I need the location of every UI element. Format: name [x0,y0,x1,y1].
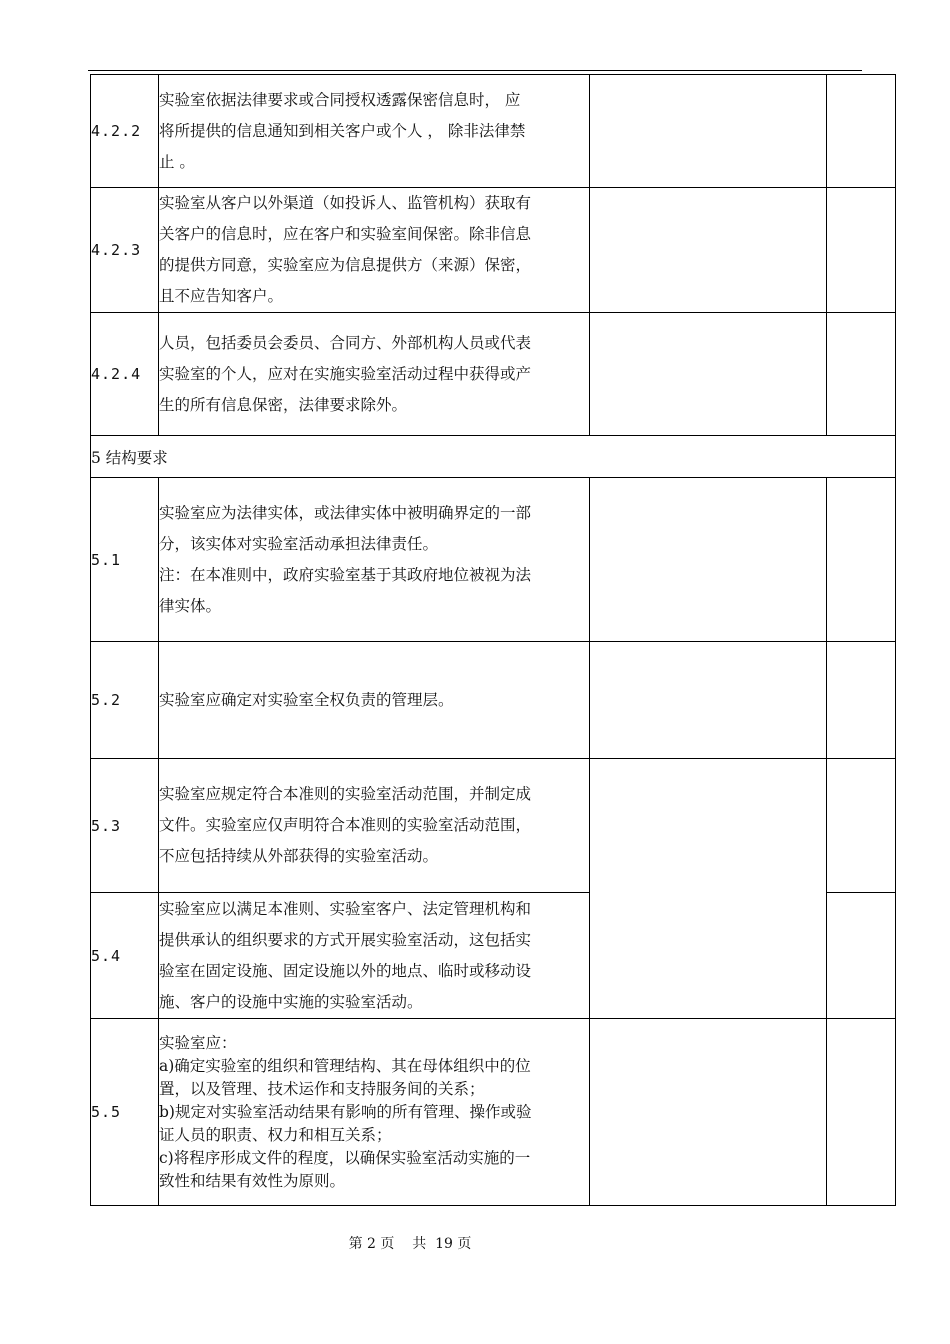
clause-number: 4.2.2 [91,75,159,188]
assessment-cell [590,642,827,759]
requirement-text: 实验室应确定对实验室全权负责的管理层。 [159,642,590,759]
table-row [91,313,896,436]
requirement-text: 实验室应为法律实体，或法律实体中被明确界定的一部 分，该实体对实验室活动承担法律责任。 注：在本准则中，政府实验室基于其政府地位被视为法 律实体。 [159,478,590,642]
table-row [91,1019,896,1206]
section-row [91,436,896,478]
requirement-text: 实验室应规定符合本准则的实验室活动范围，并制定成 文件。实验室应仅声明符合本准则的实验室活动范围， 不应包括持续从外部获得的实验室活动。 [159,759,590,893]
assessment-cell [590,188,827,313]
assessment-cell [590,759,827,1019]
clause-number: 4.2.3 [91,188,159,313]
assessment-cell [590,1019,827,1206]
assessment-cell [590,313,827,436]
clause-number: 5.2 [91,642,159,759]
clause-number: 5.5 [91,1019,159,1206]
requirement-text: 实验室应以满足本准则、实验室客户、法定管理机构和 提供承认的组织要求的方式开展实验室活动，这包括实 验室在固定设施、固定设施以外的地点、临时或移动设 施、客户的设施中实施的实验室活动。 [159,893,590,1019]
section-heading: 5 结构要求 [91,436,896,478]
table-row [91,188,896,313]
clause-number: 5.3 [91,759,159,893]
table-row [91,642,896,759]
assessment-cell [590,478,827,642]
assessment-cell [590,75,827,188]
requirements-table [90,74,896,1206]
table-row [91,478,896,642]
table-row [91,75,896,188]
requirement-text: 实验室依据法律要求或合同授权透露保密信息时， 应 将所提供的信息通知到相关客户或个人 ， 除非法律禁 止 。 [159,75,590,188]
remark-cell [827,759,896,893]
clause-number: 5.4 [91,893,159,1019]
requirement-text: 人员，包括委员会委员、合同方、外部机构人员或代表 实验室的个人，应对在实施实验室活动过程中获得或产 生的所有信息保密，法律要求除外。 [159,313,590,436]
clause-number: 5.1 [91,478,159,642]
remark-cell [827,893,896,1019]
page-footer: 第 2 页 共 19 页 [348,1236,472,1252]
header-rule [88,70,862,71]
requirement-text: 实验室从客户以外渠道（如投诉人、监管机构）获取有 关客户的信息时，应在客户和实验室间保密。除非信息 的提供方同意，实验室应为信息提供方（来源）保密， 且不应告知客户。 [159,188,590,313]
remark-cell [827,75,896,188]
requirement-text: 实验室应： a)确定实验室的组织和管理结构、其在母体组织中的位 置，以及管理、技术运作和支持服务间的关系； b)规定对实验室活动结果有影响的所有管理、操作或验 证人员的职责、权力和相互关系； c)将程序形成文件的程度，以确保实验室活动实施的一 致性和结果有效性为原则。 [159,1019,590,1206]
remark-cell [827,642,896,759]
clause-number: 4.2.4 [91,313,159,436]
remark-cell [827,478,896,642]
remark-cell [827,313,896,436]
remark-cell [827,1019,896,1206]
remark-cell [827,188,896,313]
table-row [91,759,896,893]
